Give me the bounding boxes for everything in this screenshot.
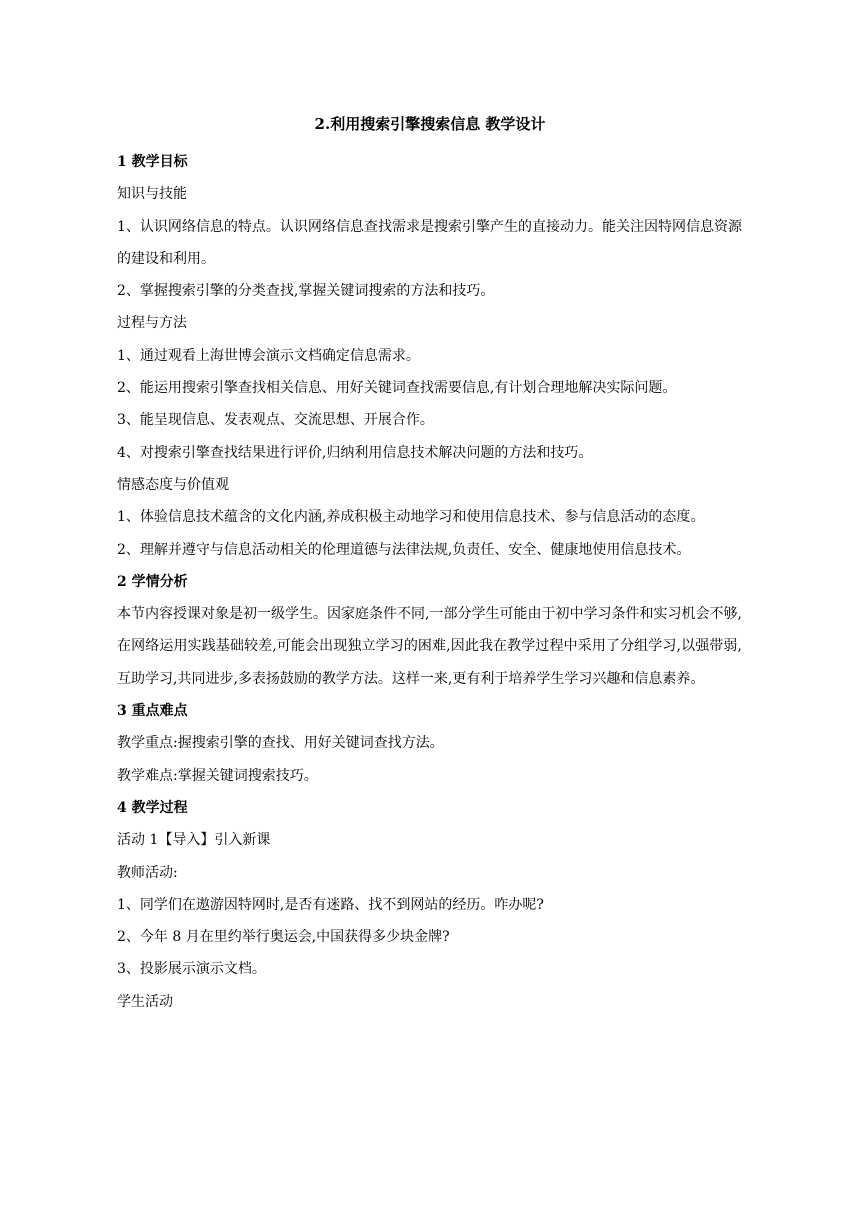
student-activity-label: 学生活动 [117,993,173,1010]
paragraph-process-4: 4、对搜索引擎查找结果进行评价,归纳利用信息技术解决问题的方法和技巧。 [117,444,593,461]
subheading-knowledge: 知识与技能 [117,186,187,203]
paragraph-process-3: 3、能呈现信息、发表观点、交流思想、开展合作。 [117,412,434,429]
paragraph-emotion-1: 1、体验信息技术蕴含的文化内涵,养成积极主动地学习和使用信息技术、参与信息活动的态度。 [117,509,705,526]
activity-1-heading: 活动 1【导入】引入新课 [117,832,271,849]
document-title: 2.利用搜索引擎搜索信息 教学设计 [314,115,546,133]
paragraph-knowledge-2: 2、掌握搜索引擎的分类查找,掌握关键词搜索的方法和技巧。 [117,283,495,300]
section-heading-keypoints: 3 重点难点 [117,703,188,720]
paragraph-process-2: 2、能运用搜索引擎查找相关信息、用好关键词查找需要信息,有计划合理地解决实际问题。 [117,380,677,397]
paragraph-analysis: 本节内容授课对象是初一级学生。因家庭条件不同,一部分学生可能由于初中学习条件和实习机会不够,在网络运用实践基础较差,可能会出现独立学习的困难,因此我在教学过程中采用了分组学习,以强带弱,互助学习,共同进步,多表扬鼓励的教学方法。这样一来,更有利于培养学生学习兴趣和信息素养。 [117,606,742,687]
paragraph-knowledge-1: 1、认识网络信息的特点。认识网络信息查找需求是搜索引擎产生的直接动力。能关注因特网信息资源的建设和利用。 [117,218,742,267]
paragraph-emotion-2: 2、理解并遵守与信息活动相关的伦理道德与法律法规,负责任、安全、健康地使用信息技术。 [117,541,691,558]
section-heading-analysis: 2 学情分析 [117,573,188,590]
document-body [117,146,742,1018]
teacher-step-1: 1、同学们在遨游因特网时,是否有迷路、找不到网站的经历。咋办呢? [117,896,544,913]
teacher-step-2: 2、今年 8 月在里约举行奥运会,中国获得多少块金牌? [117,929,450,946]
paragraph-process-1: 1、通过观看上海世博会演示文档确定信息需求。 [117,347,420,364]
section-heading-goals: 1 教学目标 [117,154,188,170]
teacher-step-3: 3、投影展示演示文档。 [117,961,266,978]
subheading-process: 过程与方法 [117,315,187,332]
section-heading-teaching-process: 4 教学过程 [117,799,188,816]
subheading-emotion: 情感态度与价值观 [117,476,229,493]
paragraph-keypoint-focus: 教学重点:握搜索引擎的查找、用好关键词查找方法。 [117,735,444,752]
paragraph-keypoint-difficulty: 教学难点:掌握关键词搜索技巧。 [117,767,318,784]
teacher-activity-label: 教师活动: [117,864,178,881]
